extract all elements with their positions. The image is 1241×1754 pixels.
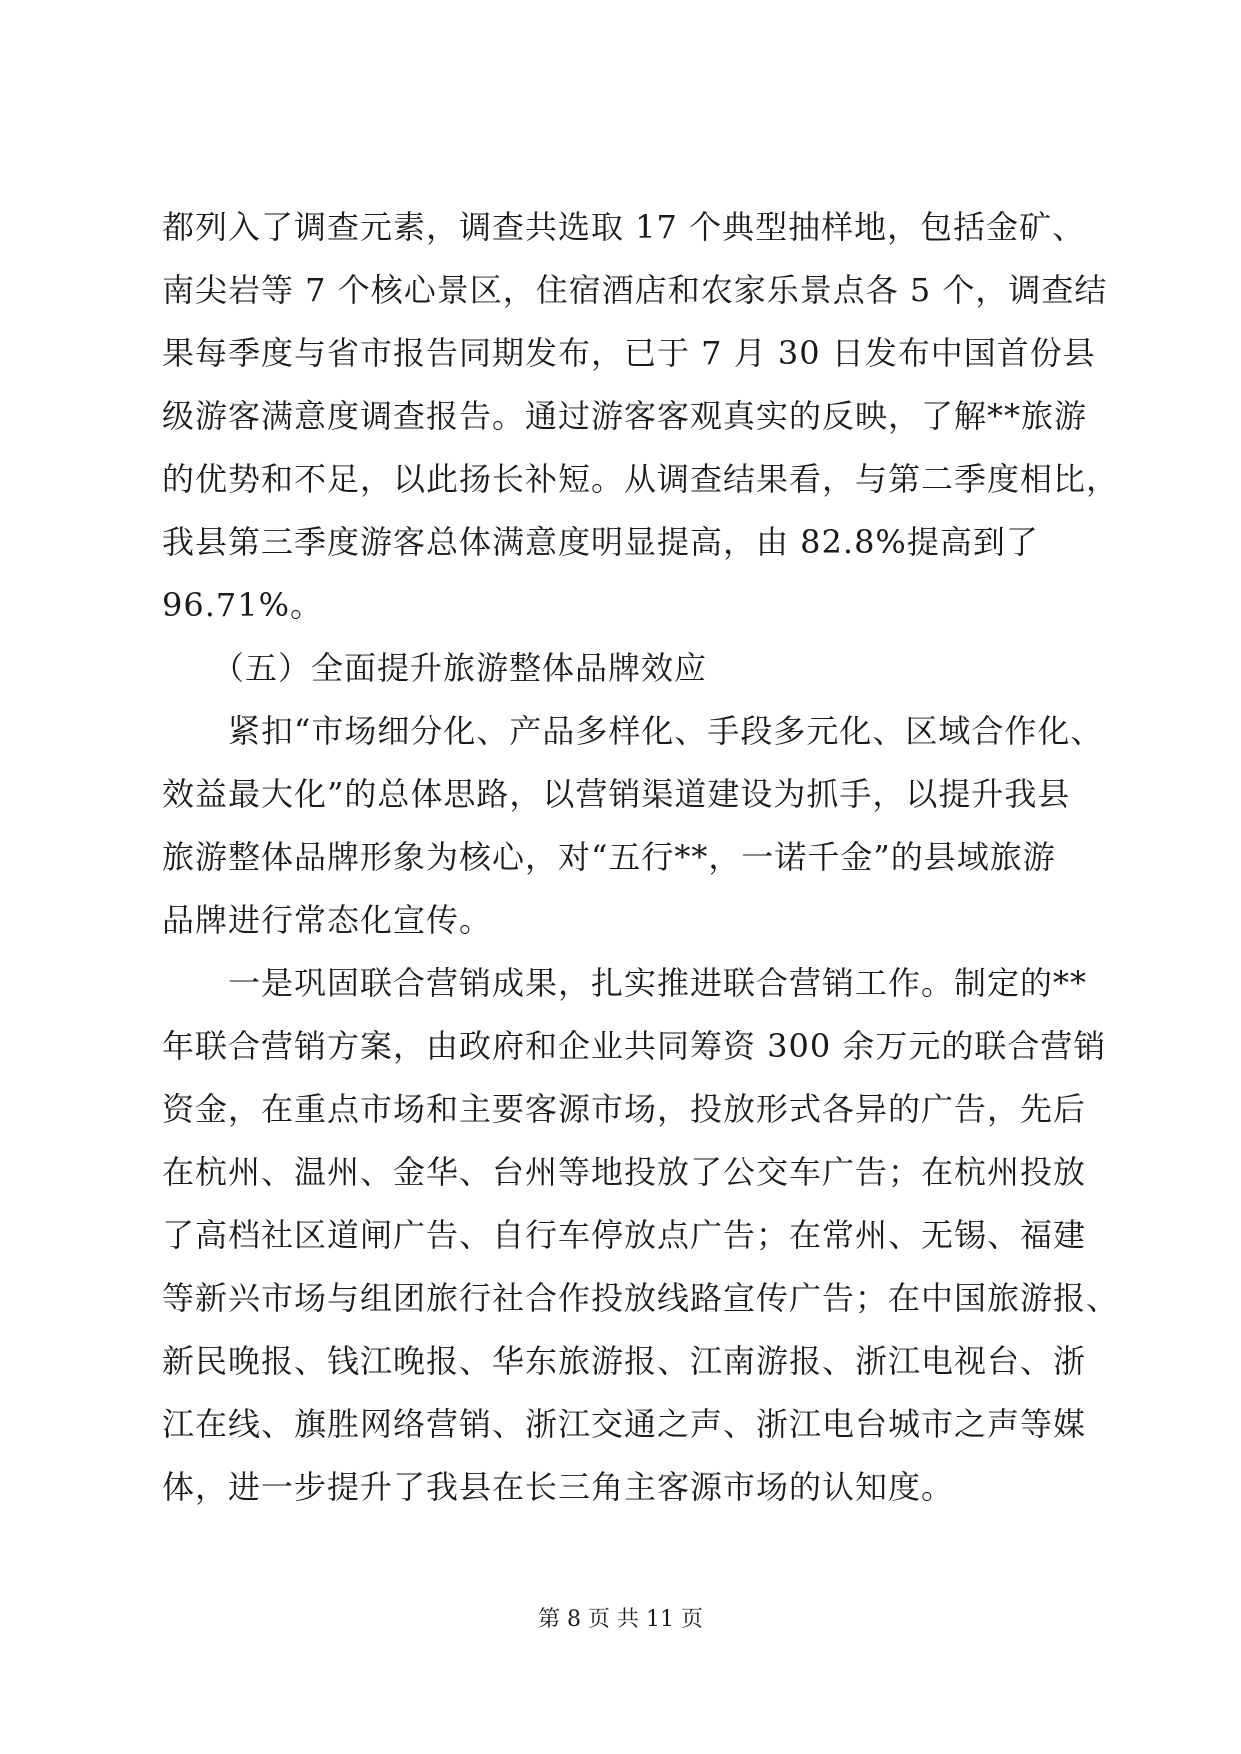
body-line: 品牌进行常态化宣传。 <box>162 901 493 939</box>
body-line: 在杭州、温州、金华、台州等地投放了公交车广告；在杭州投放 <box>162 1153 1087 1191</box>
body-line: 南尖岩等 7 个核心景区，住宿酒店和农家乐景点各 5 个，调查结 <box>162 271 1108 309</box>
body-line: 级游客满意度调查报告。通过游客客观真实的反映，了解**旅游 <box>162 397 1088 435</box>
body-line: 的优势和不足，以此扬长补短。从调查结果看，与第二季度相比， <box>162 460 1120 498</box>
body-line: 体，进一步提升了我县在长三角主客源市场的认知度。 <box>162 1468 955 1506</box>
body-line: 我县第三季度游客总体满意度明显提高，由 82.8%提高到了 <box>162 523 1039 561</box>
body-line: 都列入了调查元素，调查共选取 17 个典型抽样地，包括金矿、 <box>162 208 1086 246</box>
body-line: 96.71%。 <box>162 586 324 624</box>
body-line: 新民晚报、钱江晚报、华东旅游报、江南游报、浙江电视台、浙 <box>162 1342 1087 1380</box>
body-line: 江在线、旗胜网络营销、浙江交通之声、浙江电台城市之声等媒 <box>162 1405 1087 1443</box>
body-line: 年联合营销方案，由政府和企业共同筹资 300 余万元的联合营销 <box>162 1027 1107 1065</box>
section-heading: （五）全面提升旅游整体品牌效应 <box>162 649 708 687</box>
body-line: 了高档社区道闸广告、自行车停放点广告；在常州、无锡、福建 <box>162 1216 1087 1254</box>
page-number-footer: 第 8 页 共 11 页 <box>538 1607 703 1632</box>
body-line: 果每季度与省市报告同期发布，已于 7 月 30 日发布中国首份县 <box>162 334 1096 372</box>
body-line: 等新兴市场与组团旅行社合作投放线路宣传广告；在中国旅游报、 <box>162 1279 1120 1317</box>
body-line: 一是巩固联合营销成果，扎实推进联合营销工作。制定的** <box>162 964 1088 1002</box>
body-line: 紧扣“市场细分化、产品多样化、手段多元化、区域合作化、 <box>162 712 1104 750</box>
body-line: 资金，在重点市场和主要客源市场，投放形式各异的广告，先后 <box>162 1090 1087 1128</box>
body-line: 旅游整体品牌形象为核心，对“五行**，一诺千金”的县域旅游 <box>162 838 1056 876</box>
body-line: 效益最大化”的总体思路，以营销渠道建设为抓手，以提升我县 <box>162 775 1071 813</box>
